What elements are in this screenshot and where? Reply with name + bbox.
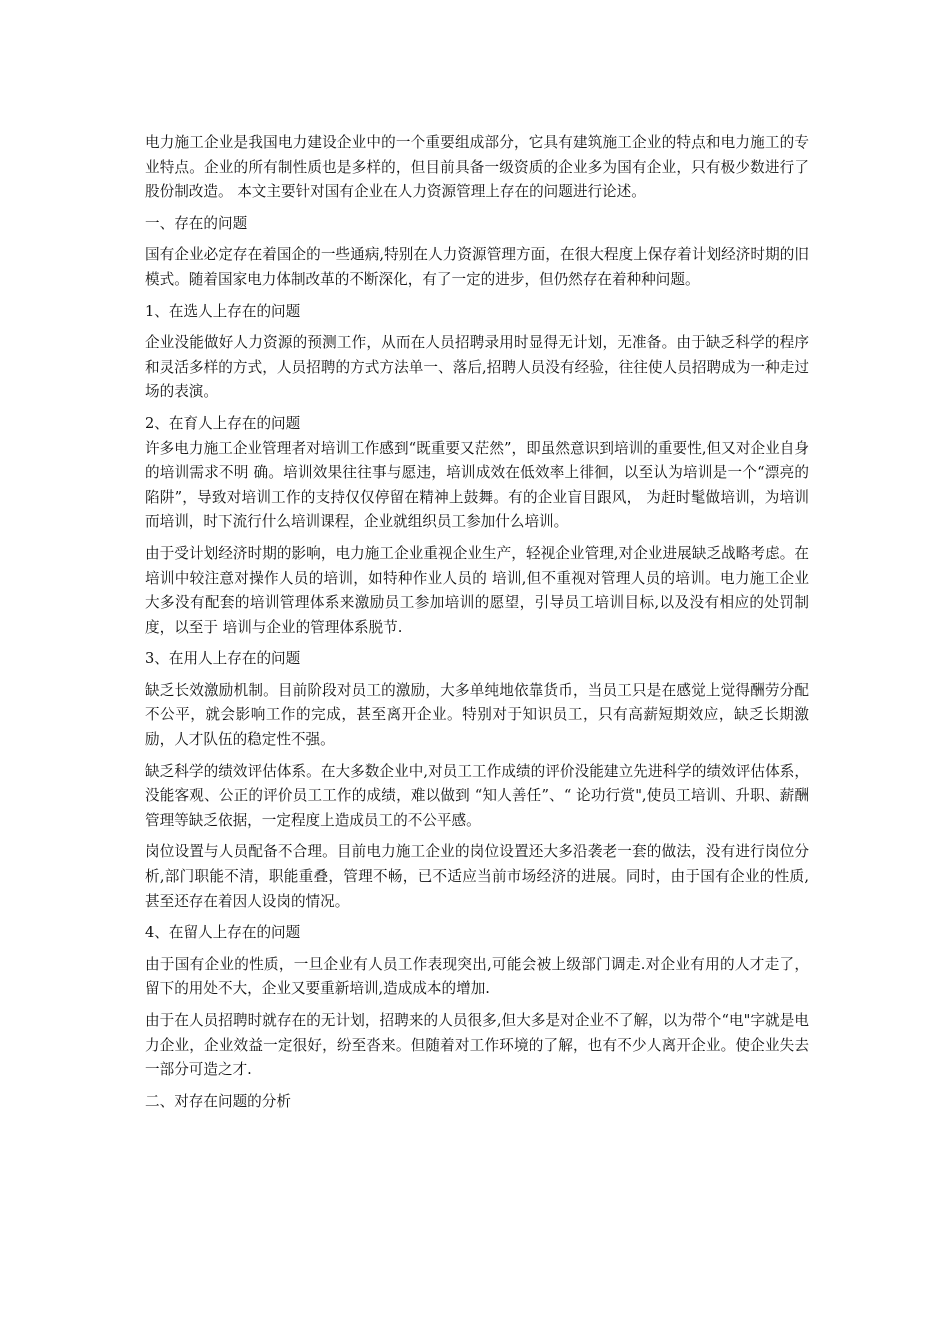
document-page [145, 131, 809, 1121]
subheading-selection: 1、在选人上存在的问题 [145, 302, 301, 320]
intro-paragraph: 电力施工企业是我国电力建设企业中的一个重要组成部分，它具有建筑施工企业的特点和电力施工的专业特点。企业的所有制性质也是多样的，但目前具备一级资质的企业多为国有企业，只有极少数进行了股份制改造。 本文主要针对国有企业在人力资源管理上存在的问题进行论述。 [145, 134, 809, 201]
section-heading-analysis: 二、对存在问题的分析 [145, 1092, 291, 1110]
section-heading-problems: 一、存在的问题 [145, 214, 248, 232]
retention-paragraph-2: 由于在人员招聘时就存在的无计划，招聘来的人员很多,但大多是对企业不了解，以为带个“电"字就是电力企业，企业效益一定很好，纷至沓来。但随着对工作环境的了解，也有不少人离开企业。使企业失去一部分可造之才. [145, 1012, 809, 1079]
employment-paragraph-3: 岗位设置与人员配备不合理。目前电力施工企业的岗位设置还大多沿袭老一套的做法，没有进行岗位分析,部门职能不清，职能重叠，管理不畅，已不适应当前市场经济的进展。同时，由于国有企业的性质,甚至还存在着因人设岗的情况。 [145, 843, 809, 910]
employment-paragraph-2: 缺乏科学的绩效评估体系。在大多数企业中,对员工工作成绩的评价没能建立先进科学的绩效评估体系，没能客观、公正的评价员工工作的成绩，难以做到 “知人善任”、“ 论功行赏",使员工培训、升职、薪酬管理等缺乏依据，一定程度上造成员工的不公平感。 [145, 762, 809, 829]
training-paragraph-1: 许多电力施工企业管理者对培训工作感到“既重要又茫然”，即虽然意识到培训的重要性,但又对企业自身的培训需求不明 确。培训效果往往事与愿违，培训成效在低效率上徘徊，以至认为培训是一个“漂亮的陷阱”，导致对培训工作的支持仅仅停留在精神上鼓舞。有的企业盲目跟风， 为赶时髦做培训，为培训而培训，时下流行什么培训课程，企业就组织员工参加什么培训。 [145, 439, 809, 531]
retention-paragraph-1: 由于国有企业的性质，一旦企业有人员工作表现突出,可能会被上级部门调走.对企业有用的人才走了，留下的用处不大，企业又要重新培训,造成成本的增加. [145, 955, 809, 998]
subheading-employment: 3、在用人上存在的问题 [145, 650, 301, 668]
selection-paragraph: 企业没能做好人力资源的预测工作，从而在人员招聘录用时显得无计划，无准备。由于缺乏科学的程序和灵活多样的方式，人员招聘的方式方法单一、落后,招聘人员没有经验，往往使人员招聘成为一种走过场的表演。 [145, 334, 809, 401]
subheading-retention: 4、在留人上存在的问题 [145, 924, 301, 942]
employment-paragraph-1: 缺乏长效激励机制。目前阶段对员工的激励，大多单纯地依靠货币，当员工只是在感觉上觉得酬劳分配不公平，就会影响工作的完成，甚至离开企业。特别对于知识员工，只有高薪短期效应，缺乏长期激励，人才队伍的稳定性不强。 [145, 681, 809, 749]
problems-overview-paragraph: 国有企业必定存在着国企的一些通病,特别在人力资源管理方面，在很大程度上保存着计划经济时期的旧模式。随着国家电力体制改革的不断深化，有了一定的进步，但仍然存在着种种问题。 [145, 246, 809, 288]
training-paragraph-2: 由于受计划经济时期的影响，电力施工企业重视企业生产，轻视企业管理,对企业进展缺乏战略考虑。在培训中较注意对操作人员的培训，如特种作业人员的 培训,但不重视对管理人员的培训。电力施工企业大多没有配套的培训管理体系来激励员工参加培训的愿望，引导员工培训目标,以及没有相应的处罚制度，以至于 培训与企业的管理体系脱节. [145, 544, 809, 636]
subheading-training: 2、在育人上存在的问题 [145, 414, 301, 432]
